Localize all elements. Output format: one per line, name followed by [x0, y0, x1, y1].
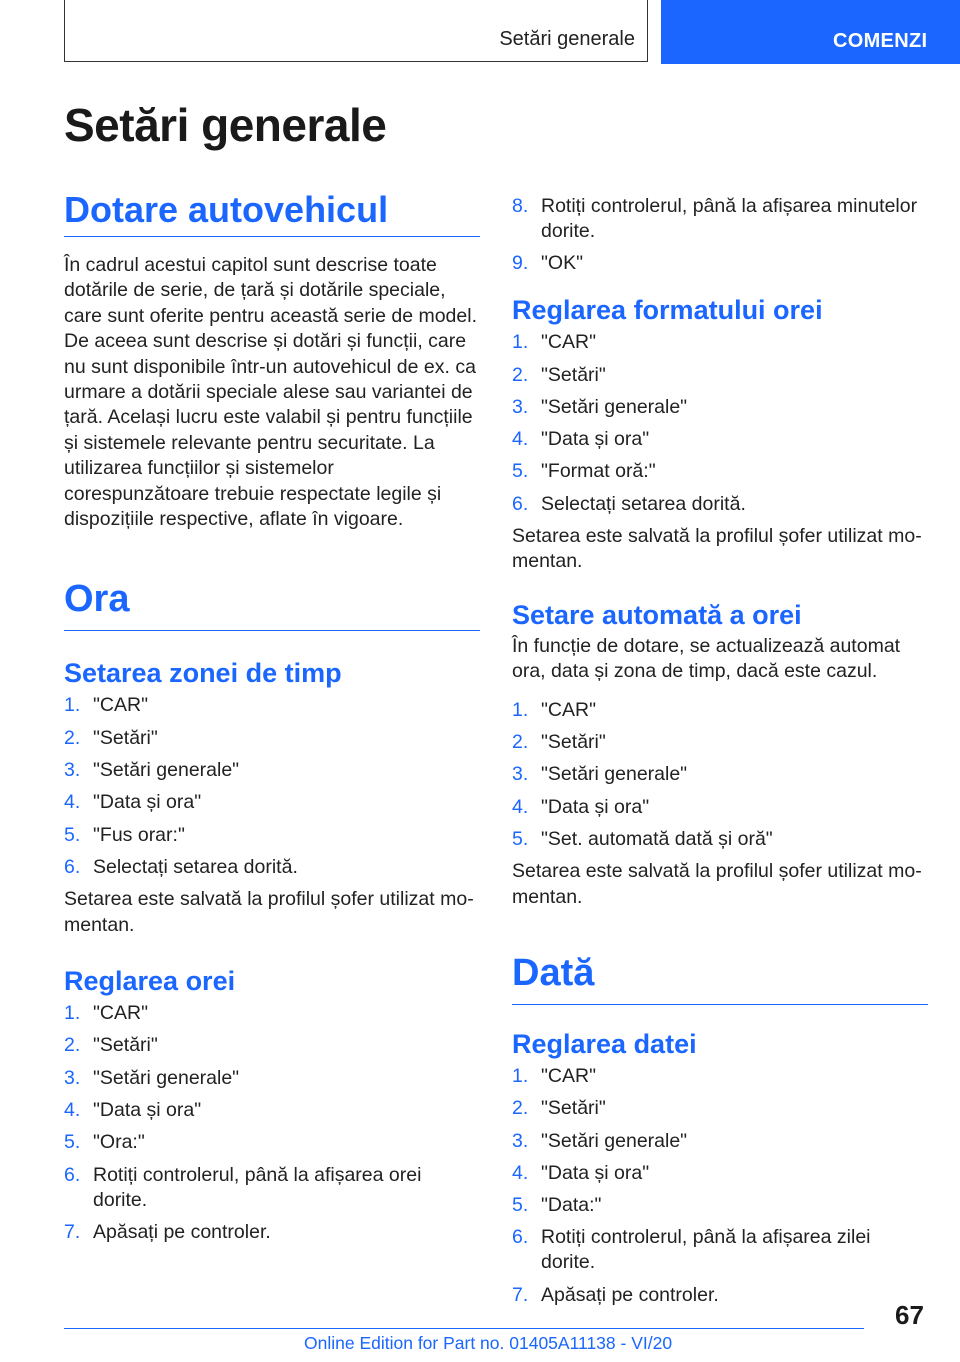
steps-zona-timp — [64, 693, 480, 879]
heading-reglarea-orei: Reglarea orei — [64, 966, 236, 997]
steps-reglarea-orei — [64, 1001, 480, 1245]
list-item: 9. "OK" — [512, 252, 584, 275]
header-chapter-tab[interactable] — [661, 0, 960, 64]
list-item: 5. "Format oră:" — [512, 460, 656, 483]
list-item: 3. "Setări generale" — [512, 1129, 688, 1152]
header-section-label: Setări generale — [499, 28, 635, 50]
list-item: 1. "CAR" — [512, 1065, 597, 1087]
list-item: 4. "Data și ora" — [512, 795, 650, 818]
paragraph-setare-automata: În funcție de dotare, se actualizează automat ora, data și zona de timp, dacă este cazul. — [512, 634, 901, 683]
left-column — [64, 190, 480, 1252]
heading-setare-automata: Setare automată a orei — [512, 599, 802, 630]
list-item: 3. "Setări generale" — [512, 395, 688, 418]
list-item: 6. Selectați setarea dorită. — [64, 855, 298, 878]
steps-format-ora — [512, 330, 928, 516]
heading-ora: Ora — [64, 576, 480, 631]
list-item: 4. "Data și ora" — [64, 1098, 202, 1121]
list-item: 2. "Setări" — [512, 731, 606, 753]
list-item: 1. "CAR" — [512, 331, 597, 354]
heading-reglarea-datei: Reglarea datei — [512, 1029, 697, 1059]
list-item: 2. "Setări" — [512, 363, 606, 386]
list-item: 2. "Setări" — [512, 1097, 606, 1120]
list-item: 2. "Setări" — [64, 1034, 158, 1057]
list-item: 4. "Data și ora" — [64, 791, 202, 814]
list-item: 6. Rotiți controlerul, până la afișarea orei dorite. — [64, 1163, 422, 1211]
page-number: 67 — [895, 1300, 924, 1330]
heading-data: Dată — [512, 950, 928, 1005]
note-zona-timp: Setarea este salvată la profilul șofer utilizat momentan. — [64, 888, 474, 936]
header-section-box — [64, 0, 648, 62]
list-item: 4. "Data și ora" — [512, 1161, 650, 1184]
note-setare-automata: Setarea este salvată la profilul șofer utilizat momentan. — [512, 860, 922, 908]
list-item: 1. "CAR" — [512, 698, 597, 721]
list-item: 7. Apăsați pe controler. — [512, 1283, 719, 1306]
list-item: 5. "Fus orar:" — [64, 823, 185, 846]
list-item: 5. "Ora:" — [64, 1131, 145, 1154]
header-chapter-label: COMENZI — [833, 30, 928, 52]
list-item: 7. Apăsați pe controler. — [64, 1220, 271, 1243]
heading-dotare: Dotare autovehicul — [64, 190, 480, 237]
list-item: 1. "CAR" — [64, 1002, 149, 1025]
page-title: Setări generale — [64, 99, 387, 151]
footer-edition-link[interactable]: Online Edition for Part no. 01405A11138 - VI/20 — [304, 1333, 673, 1353]
list-item: 3. "Setări generale" — [64, 759, 240, 782]
list-item: 6. Selectați setarea dorită. — [512, 492, 746, 515]
list-item: 5. "Set. automată dată și oră" — [512, 827, 773, 850]
list-item: 4. "Data și ora" — [512, 428, 650, 451]
steps-reglarea-datei — [512, 1064, 928, 1308]
right-column — [512, 190, 928, 1315]
list-item: 2. "Setări" — [64, 726, 158, 749]
steps-setare-automata — [512, 698, 928, 852]
list-item: 1. "CAR" — [64, 694, 149, 717]
footer-divider — [64, 1328, 864, 1329]
note-format-ora: Setarea este salvată la profilul șofer utilizat momentan. — [512, 525, 922, 573]
steps-reglarea-orei-continued — [512, 194, 928, 276]
list-item: 6. Rotiți controlerul, până la afișarea zilei dorite. — [512, 1226, 871, 1274]
paragraph-dotare: În cadrul acestui capitol sunt descrise toate dotările de serie, de țară și dotările speciale, care sunt oferite pentru această serie de model. De aceea sunt descrise și dotări și funcții, care nu sunt disponibile într-un autovehicul de ex. ca urmare a dotării speciale alese sau variantei de țară. Același lucru este valabil și pentru funcțiile și sistemele relevante pentru securitate. La utilizarea funcțiilor și sistemelor corespunzătoare trebuie respectate legile și dispozițiile respective, aflate în vigoare. — [64, 254, 477, 531]
heading-zona-timp: Setarea zonei de timp — [64, 658, 342, 689]
list-item: 8. Rotiți controlerul, până la afișarea minutelor dorite. — [512, 195, 918, 242]
heading-format-ora: Reglarea formatului orei — [512, 295, 823, 326]
list-item: 5. "Data:" — [512, 1194, 602, 1217]
list-item: 3. "Setări generale" — [64, 1066, 240, 1089]
list-item: 3. "Setări generale" — [512, 763, 688, 786]
